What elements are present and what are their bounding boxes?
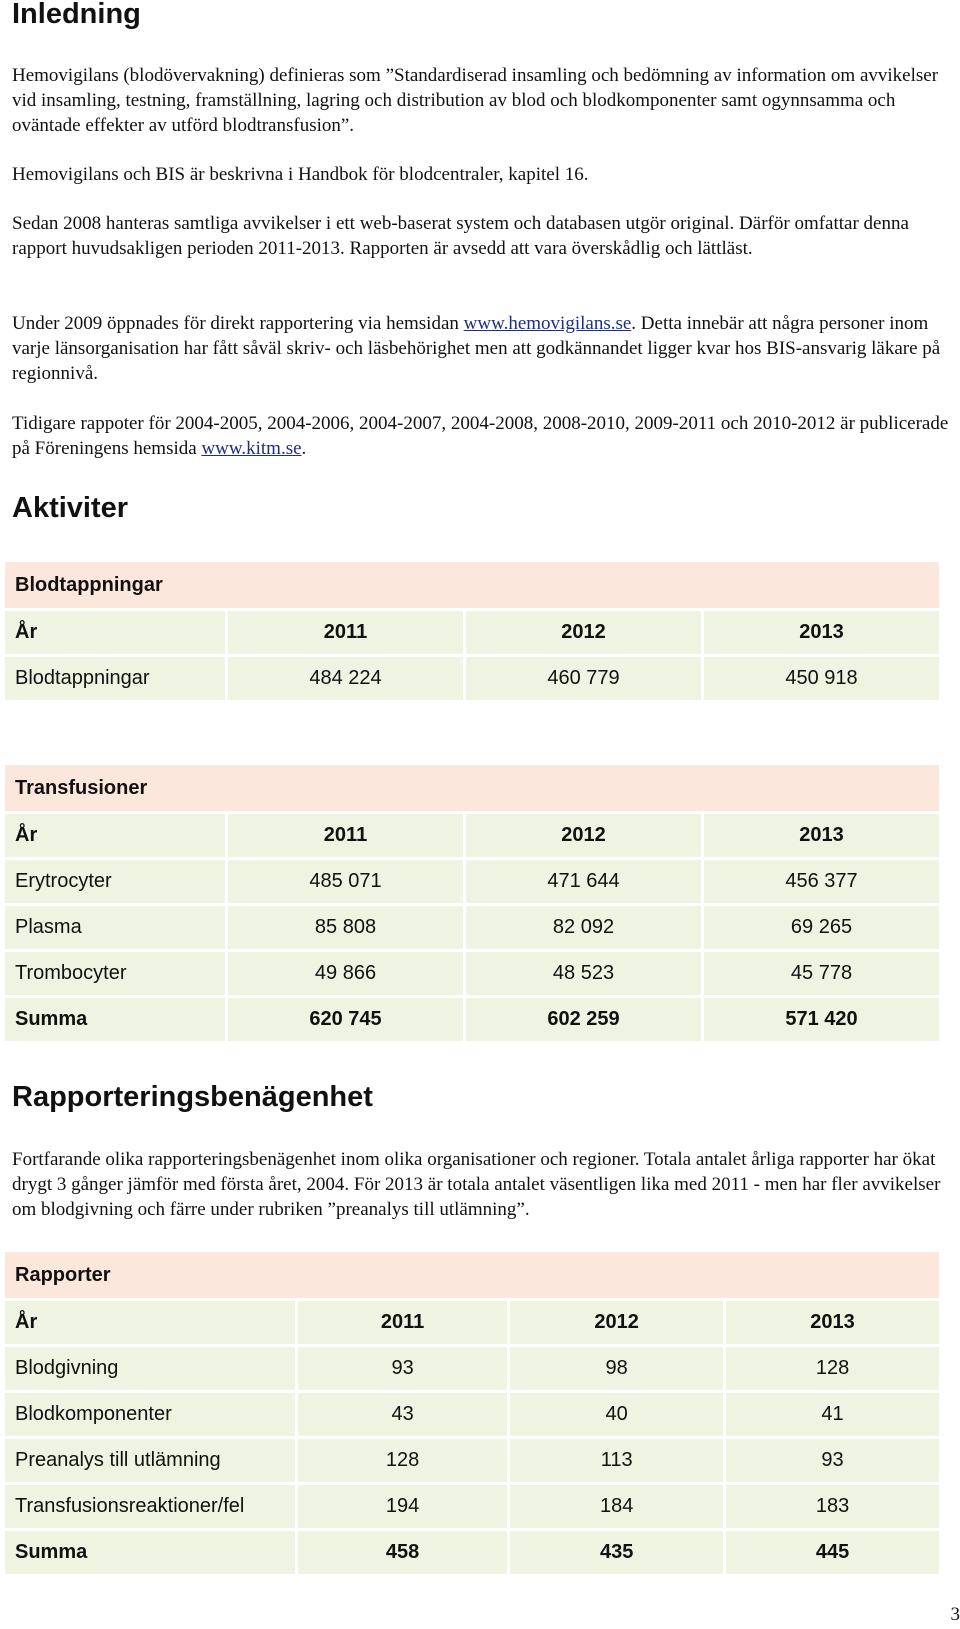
table-header-row xyxy=(5,1301,939,1344)
table-row xyxy=(5,657,939,700)
section-heading-inledning: Inledning xyxy=(12,0,141,30)
cell-value: 458 xyxy=(298,1531,507,1574)
cell-value: 435 xyxy=(510,1531,723,1574)
table-sum-row xyxy=(5,998,939,1041)
column-header-2012: 2012 xyxy=(466,814,701,857)
intro-paragraph-definition: Hemovigilans (blodövervakning) definieras som ”Standardiserad insamling och bedömning av information om avvikelser vid insamling, testning, framställning, lagring och distribution av blod och blodkomponenter samt ogynnsamma och oväntade effekter av utförd blodtransfusion”. xyxy=(12,65,939,136)
table-title-row xyxy=(5,765,939,811)
row-label: Trombocyter xyxy=(5,952,225,995)
transfusioner-table xyxy=(2,762,942,1044)
cell-value: 450 918 xyxy=(704,657,939,700)
cell-value: 93 xyxy=(726,1439,939,1482)
cell-value: 184 xyxy=(510,1485,723,1528)
cell-value: 602 259 xyxy=(466,998,701,1041)
previous-reports-text-after: . xyxy=(301,438,307,459)
cell-value: 49 866 xyxy=(228,952,463,995)
table-row xyxy=(5,1393,939,1436)
row-label: Summa xyxy=(5,1531,295,1574)
cell-value: 620 745 xyxy=(228,998,463,1041)
column-header-2011: 2011 xyxy=(228,814,463,857)
column-header-2011: 2011 xyxy=(298,1301,507,1344)
hemovigilans-link[interactable]: www.hemovigilans.se xyxy=(463,313,632,334)
column-header-2013: 2013 xyxy=(704,611,939,654)
reporting-text-after: . Detta innebär att några personer inom varje länsorganisation har fått såväl skriv- och läsbehörighet men att godkännandet ligger kvar hos BIS-ansvarig läkare på regionnivå. xyxy=(12,313,941,384)
cell-value: 98 xyxy=(510,1347,723,1390)
row-label: Summa xyxy=(5,998,225,1041)
cell-value: 45 778 xyxy=(704,952,939,995)
row-label: Plasma xyxy=(5,906,225,949)
column-header-2013: 2013 xyxy=(726,1301,939,1344)
table-row xyxy=(5,952,939,995)
row-label: Preanalys till utlämning xyxy=(5,1439,295,1482)
cell-value: 85 808 xyxy=(228,906,463,949)
table-title-row xyxy=(5,562,939,608)
table-header-row xyxy=(5,611,939,654)
cell-value: 485 071 xyxy=(228,860,463,903)
intro-paragraph-previous-reports xyxy=(12,411,956,461)
cell-value: 93 xyxy=(298,1347,507,1390)
section-heading-rapporteringsbenagenhet: Rapporteringsbenägenhet xyxy=(12,1081,373,1113)
cell-value: 194 xyxy=(298,1485,507,1528)
reporting-text-before: Under 2009 öppnades för direkt rapportering via hemsidan xyxy=(12,313,464,334)
cell-value: 69 265 xyxy=(704,906,939,949)
table-title: Rapporter xyxy=(5,1252,939,1298)
previous-reports-text-before: Tidigare rappoter för 2004-2005, 2004-2006, 2004-2007, 2004-2008, 2008-2010, 2009-2011 och 2010-2012 är publicerade på Föreningens hemsida xyxy=(12,413,949,459)
cell-value: 128 xyxy=(298,1439,507,1482)
intro-paragraph-handbook: Hemovigilans och BIS är beskrivna i Handbok för blodcentraler, kapitel 16. xyxy=(12,164,589,185)
cell-value: 128 xyxy=(726,1347,939,1390)
row-label: Transfusionsreaktioner/fel xyxy=(5,1485,295,1528)
table-title: Blodtappningar xyxy=(5,562,939,608)
table-header-row xyxy=(5,814,939,857)
rapporter-table xyxy=(2,1249,942,1577)
column-header-2011: 2011 xyxy=(228,611,463,654)
cell-value: 571 420 xyxy=(704,998,939,1041)
table-row xyxy=(5,906,939,949)
cell-value: 113 xyxy=(510,1439,723,1482)
row-label: Blodtappningar xyxy=(5,657,225,700)
rapportering-paragraph: Fortfarande olika rapporteringsbenägenhet inom olika organisationer och regioner. Totala antalet årliga rapporter har ökat drygt 3 gånger jämför med första året, 2004. För 2013 är totala antalet väsentligen lika med 2011 - men har fler avvikelser om blodgivning och färre under rubriken ”preanalys till utlämning”. xyxy=(12,1149,941,1220)
column-header-year: År xyxy=(5,611,225,654)
page-number: 3 xyxy=(950,1604,960,1625)
column-header-2013: 2013 xyxy=(704,814,939,857)
intro-paragraph-reporting xyxy=(12,311,956,386)
table-sum-row xyxy=(5,1531,939,1574)
cell-value: 471 644 xyxy=(466,860,701,903)
cell-value: 445 xyxy=(726,1531,939,1574)
intro-paragraph-period: Sedan 2008 hanteras samtliga avvikelser i ett web-baserat system och databasen utgör original. Därför omfattar denna rapport huvudsakligen perioden 2011-2013. Rapporten är avsedd att vara överskådlig och lättläst. xyxy=(12,213,909,259)
table-row xyxy=(5,1439,939,1482)
blodtappningar-table xyxy=(2,559,942,703)
cell-value: 460 779 xyxy=(466,657,701,700)
row-label: Erytrocyter xyxy=(5,860,225,903)
cell-value: 82 092 xyxy=(466,906,701,949)
column-header-2012: 2012 xyxy=(510,1301,723,1344)
table-title-row xyxy=(5,1252,939,1298)
table-row xyxy=(5,860,939,903)
cell-value: 183 xyxy=(726,1485,939,1528)
column-header-2012: 2012 xyxy=(466,611,701,654)
cell-value: 43 xyxy=(298,1393,507,1436)
table-row xyxy=(5,1347,939,1390)
column-header-year: År xyxy=(5,1301,295,1344)
row-label: Blodkomponenter xyxy=(5,1393,295,1436)
kitm-link[interactable]: www.kitm.se xyxy=(201,438,302,459)
table-title: Transfusioner xyxy=(5,765,939,811)
cell-value: 48 523 xyxy=(466,952,701,995)
section-heading-aktiviter: Aktiviter xyxy=(12,492,129,524)
table-row xyxy=(5,1485,939,1528)
row-label: Blodgivning xyxy=(5,1347,295,1390)
cell-value: 456 377 xyxy=(704,860,939,903)
cell-value: 484 224 xyxy=(228,657,463,700)
column-header-year: År xyxy=(5,814,225,857)
cell-value: 41 xyxy=(726,1393,939,1436)
cell-value: 40 xyxy=(510,1393,723,1436)
